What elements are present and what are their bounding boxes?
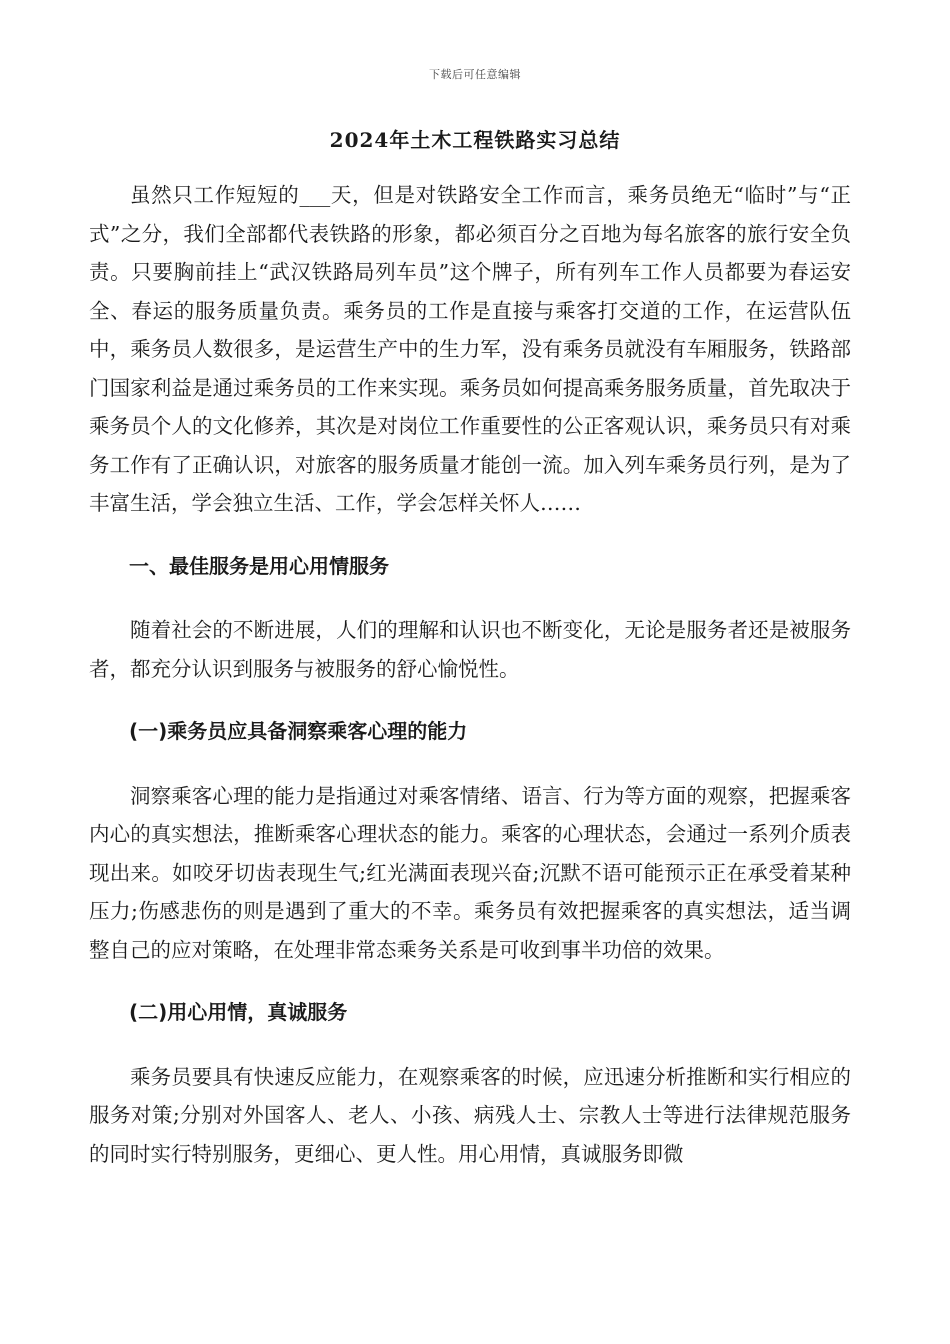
paragraph-1: 随着社会的不断进展，人们的理解和认识也不断变化，无论是服务者还是被服务者，都充分认识到服务与被服务的舒心愉悦性。 [89, 618, 851, 681]
section-heading-1: 一、最佳服务是用心用情服务 [129, 553, 389, 578]
paragraph-2: 洞察乘客心理的能力是指通过对乘客情绪、语言、行为等方面的观察，把握乘客内心的真实想法，推断乘客心理状态的能力。乘客的心理状态，会通过一系列介质表现出来。如咬牙切齿表现生气;红光满面表现兴奋;沉默不语可能预示正在承受着某种压力;伤感悲伤的则是遇到了重大的不幸。乘务员有效把握乘客的真实想法，适当调整自己的应对策略，在处理非常态乘务关系是可收到事半功倍的效果。 [89, 783, 851, 962]
section-heading-3: (二)用心用情，真诚服务 [129, 1000, 348, 1024]
intro-paragraph: 虽然只工作短短的___天，但是对铁路安全工作而言，乘务员绝无“临时”与“正式”之分，我们全部都代表铁路的形象，都必须百分之百地为每名旅客的旅行安全负责。只要胸前挂上“武汉铁路局列车员”这个牌子，所有列车工作人员都要为春运安全、春运的服务质量负责。乘务员的工作是直接与乘客打交道的工作，在运营队伍中，乘务员人数很多，是运营生产中的生力军，没有乘务员就没有车厢服务，铁路部门国家利益是通过乘务员的工作来实现。乘务员如何提高乘务服务质量，首先取决于乘务员个人的文化修养，其次是对岗位工作重要性的公正客观认识，乘务员只有对乘务工作有了正确认识，对旅客的服务质量才能创一流。加入列车乘务员行列，是为了丰富生活，学会独立生活、工作，学会怎样关怀人…… [89, 183, 851, 515]
header-note: 下载后可任意编辑 [429, 68, 521, 81]
document-title: 2024年土木工程铁路实习总结 [329, 128, 621, 152]
section-heading-2: (一)乘务员应具备洞察乘客心理的能力 [129, 719, 468, 743]
paragraph-3: 乘务员要具有快速反应能力，在观察乘客的时候，应迅速分析推断和实行相应的服务对策;分别对外国客人、老人、小孩、病残人士、宗教人士等进行法律规范服务的同时实行特别服务，更细心、更人性。用心用情，真诚服务即微 [89, 1064, 851, 1166]
document-body [89, 176, 851, 1173]
